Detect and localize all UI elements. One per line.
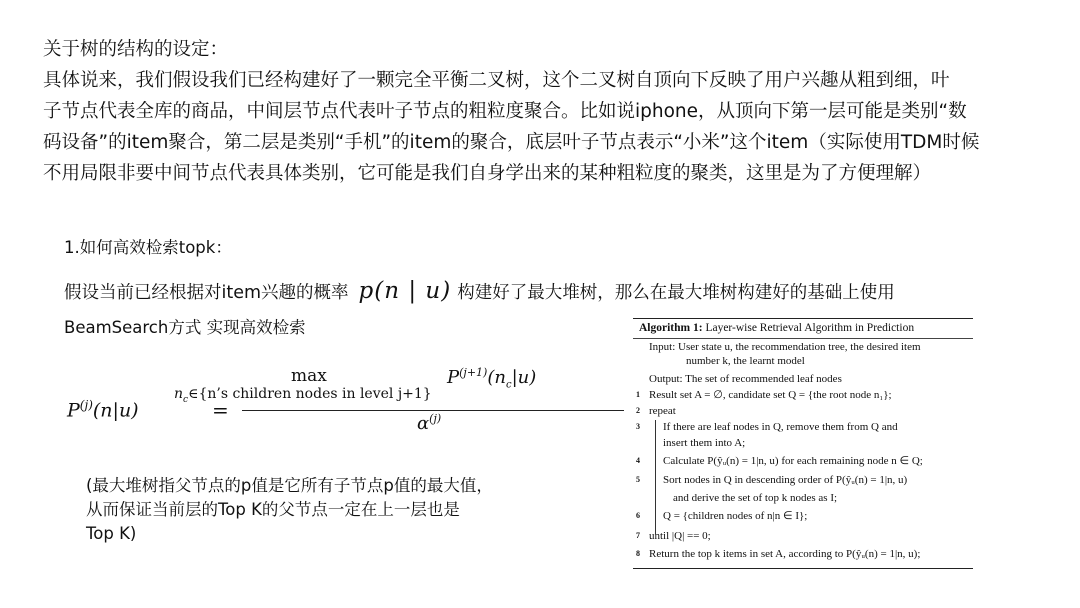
premise-text-after: 构建好了最大堆树，那么在最大堆树构建好的基础上使用 bbox=[457, 283, 895, 303]
max-heap-note bbox=[86, 474, 586, 546]
algorithm-line-number: 5 bbox=[636, 475, 640, 484]
algorithm-line-text: Result set A = ∅, candidate set Q = {the root node n₁}; bbox=[649, 389, 892, 401]
algorithm-line-text: If there are leaf nodes in Q, remove them from Q and bbox=[663, 421, 898, 433]
intro-line-3: 码设备”的item聚合，第二层是类别“手机”的item的聚合，底层叶子节点表示“小米”这个item（实际使用TDM时候 bbox=[43, 132, 980, 153]
algorithm-line-number: 8 bbox=[636, 549, 640, 558]
algorithm-line-text: Input: User state u, the recommendation tree, the desired item bbox=[649, 341, 921, 353]
algorithm-box bbox=[633, 318, 973, 568]
premise-text-before: 假设当前已经根据对item兴趣的概率 bbox=[64, 283, 349, 303]
algorithm-line-text: Q = {children nodes of n|n ∈ I}; bbox=[663, 510, 808, 522]
intro-line-4: 不用局限非要中间节点代表具体类别，它可能是我们自身学出来的某种粗粒度的聚类，这里是为了方便理解） bbox=[43, 163, 932, 184]
algorithm-line-text: Return the top k items in set A, according to P(ŷᵤ(n) = 1|n, u); bbox=[649, 548, 921, 560]
formula-max: max bbox=[291, 366, 327, 386]
intro-heading: 关于树的结构的设定： bbox=[43, 39, 229, 60]
algorithm-line-text: repeat bbox=[649, 405, 676, 417]
algorithm-line-text: until |Q| == 0; bbox=[649, 530, 711, 542]
intro-paragraph bbox=[43, 34, 1043, 189]
repeat-block-bar bbox=[655, 420, 656, 534]
formula-lhs: $P^{(j)}(n|u)$ bbox=[67, 398, 139, 422]
algorithm-line-number: 6 bbox=[636, 511, 640, 520]
algorithm-bottom-rule bbox=[633, 568, 973, 569]
formula-denominator: $\alpha^{(j)}$ bbox=[417, 412, 442, 434]
formula-fraction-bar bbox=[242, 410, 624, 411]
algorithm-title-rule bbox=[633, 338, 973, 339]
algorithm-line-number: 7 bbox=[636, 531, 640, 540]
algorithm-line-text: Sort nodes in Q in descending order of P(ŷᵤ(n) = 1|n, u) bbox=[663, 474, 908, 486]
algorithm-title: Algorithm 1: Layer-wise Retrieval Algorithm in Prediction bbox=[639, 322, 915, 334]
algorithm-line-number: 1 bbox=[636, 390, 640, 399]
section-heading: 1.如何高效检索topk： bbox=[64, 238, 232, 257]
intro-line-2: 子节点代表全库的商品，中间层节点代表叶子节点的粗粒度聚合。比如说iphone，从顶向下第一层可能是类别“数 bbox=[43, 101, 967, 122]
algorithm-line-text: Output: The set of recommended leaf nodes bbox=[649, 373, 842, 385]
algorithm-top-rule bbox=[633, 318, 973, 319]
note-line-1: (最大堆树指父节点的p值是它所有子节点p值的最大值， bbox=[86, 476, 493, 495]
algorithm-line-number: 2 bbox=[636, 406, 640, 415]
formula-equals: = bbox=[212, 398, 229, 422]
formula-numerator: $P^{(j+1)}(n_c|u)$ bbox=[447, 366, 537, 391]
intro-line-1: 具体说来，我们假设我们已经构建好了一颗完全平衡二叉树，这个二叉树自顶向下反映了用户兴趣从粗到细，叶 bbox=[43, 70, 950, 91]
note-line-3: Top K) bbox=[86, 524, 137, 543]
algorithm-line-text: Calculate P(ŷᵤ(n) = 1|n, u) for each remaining node n ∈ Q; bbox=[663, 455, 923, 467]
beam-search-line: BeamSearch方式 实现高效检索 bbox=[64, 318, 306, 337]
formula-max-subscript: $n_c\in\{n’s$ children nodes in level j+1} bbox=[174, 386, 432, 405]
algorithm-line-number: 4 bbox=[636, 456, 640, 465]
algorithm-line-number: 3 bbox=[636, 422, 640, 431]
algorithm-line-text: insert them into A; bbox=[663, 437, 746, 449]
premise-line bbox=[64, 276, 895, 308]
algorithm-line-text: number k, the learnt model bbox=[686, 355, 805, 367]
recursion-formula bbox=[67, 362, 567, 432]
premise-formula: p(n | u) bbox=[358, 278, 452, 304]
note-line-2: 从而保证当前层的Top K的父节点一定在上一层也是 bbox=[86, 500, 460, 519]
algorithm-line-text: and derive the set of top k nodes as I; bbox=[673, 492, 838, 504]
